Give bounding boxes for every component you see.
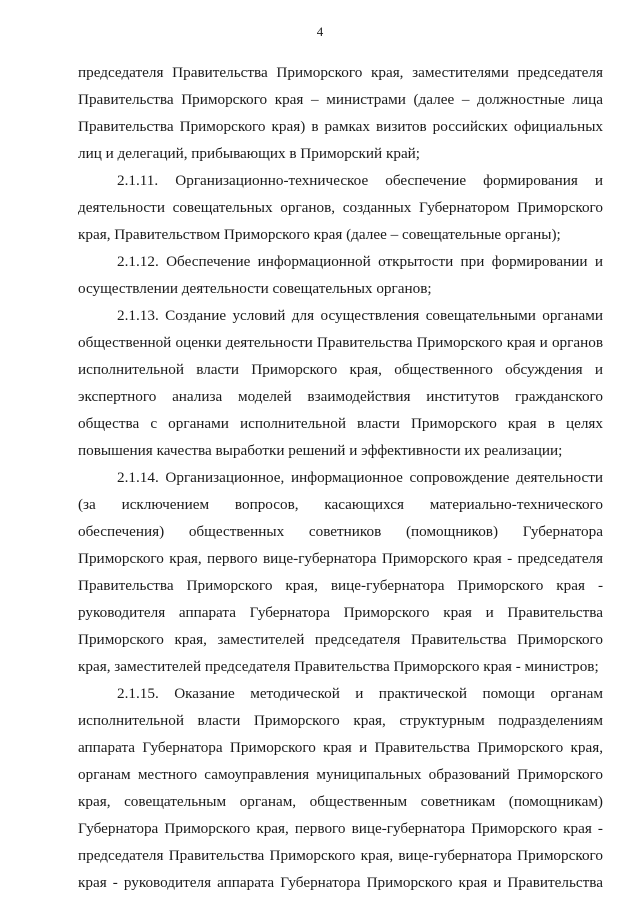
paragraph-first-line: 2.1.11. Организационно-техническое обеспечение формирования и — [117, 172, 603, 189]
text-line: исполнительной власти Приморского края, общественного обсуждения и — [78, 361, 603, 378]
text-line: общественной оценки деятельности Правительства Приморского края и органов — [78, 334, 603, 351]
text-line: края, Правительством Приморского края (далее – совещательные органы); — [78, 226, 561, 243]
text-line: обеспечения) общественных советников (помощников) Губернатора — [78, 523, 603, 540]
paragraph-first-line: 2.1.12. Обеспечение информационной открытости при формировании и — [117, 253, 603, 270]
text-line: общества с органами исполнительной власти Приморского края в целях — [78, 415, 603, 432]
text-line: повышения качества выработки решений и эффективности их реализации; — [78, 442, 563, 459]
text-line: руководителя аппарата Губернатора Приморского края и Правительства — [78, 604, 603, 621]
text-line: Правительства Приморского края, вице-губернатора Приморского края - — [78, 577, 603, 594]
text-line: края, заместителей председателя Правительства Приморского края - министров; — [78, 658, 599, 675]
text-line: аппарата Губернатора Приморского края и Правительства Приморского края, — [78, 739, 603, 756]
text-line: края - руководителя аппарата Губернатора Приморского края и Правительства — [78, 874, 603, 891]
text-line: исполнительной власти Приморского края, структурным подразделениям — [78, 712, 603, 729]
paragraph-first-line: 2.1.13. Создание условий для осуществления совещательными органами — [117, 307, 603, 324]
paragraph-first-line: 2.1.15. Оказание методической и практической помощи органам — [117, 685, 603, 702]
page-number: 4 — [316, 24, 324, 39]
text-line: органам местного самоуправления муниципальных образований Приморского — [78, 766, 603, 783]
text-line: лиц и делегаций, прибывающих в Приморский край; — [78, 145, 421, 162]
paragraph-first-line: 2.1.14. Организационное, информационное сопровождение деятельности — [117, 469, 603, 486]
text-line: экспертного анализа моделей взаимодействия институтов гражданского — [78, 388, 603, 405]
document-body — [78, 59, 603, 896]
text-line: Приморского края, первого вице-губернатора Приморского края - председателя — [78, 550, 603, 567]
text-line: председателя Правительства Приморского края, вице-губернатора Приморского — [78, 847, 603, 864]
text-line: (за исключением вопросов, касающихся материально-технического — [78, 496, 603, 513]
text-line: Губернатора Приморского края, первого вице-губернатора Приморского края - — [78, 820, 603, 837]
text-line: деятельности совещательных органов, созданных Губернатором Приморского — [78, 199, 603, 216]
text-line: председателя Правительства Приморского края, заместителями председателя — [78, 64, 603, 81]
text-line: Правительства Приморского края – министрами (далее – должностные лица — [78, 91, 603, 108]
text-line: Приморского края, заместителей председателя Правительства Приморского — [78, 631, 603, 648]
text-line: Правительства Приморского края) в рамках визитов российских официальных — [78, 118, 603, 135]
text-line: края, совещательным органам, общественным советникам (помощникам) — [78, 793, 603, 810]
text-line: осуществлении деятельности совещательных органов; — [78, 280, 432, 297]
